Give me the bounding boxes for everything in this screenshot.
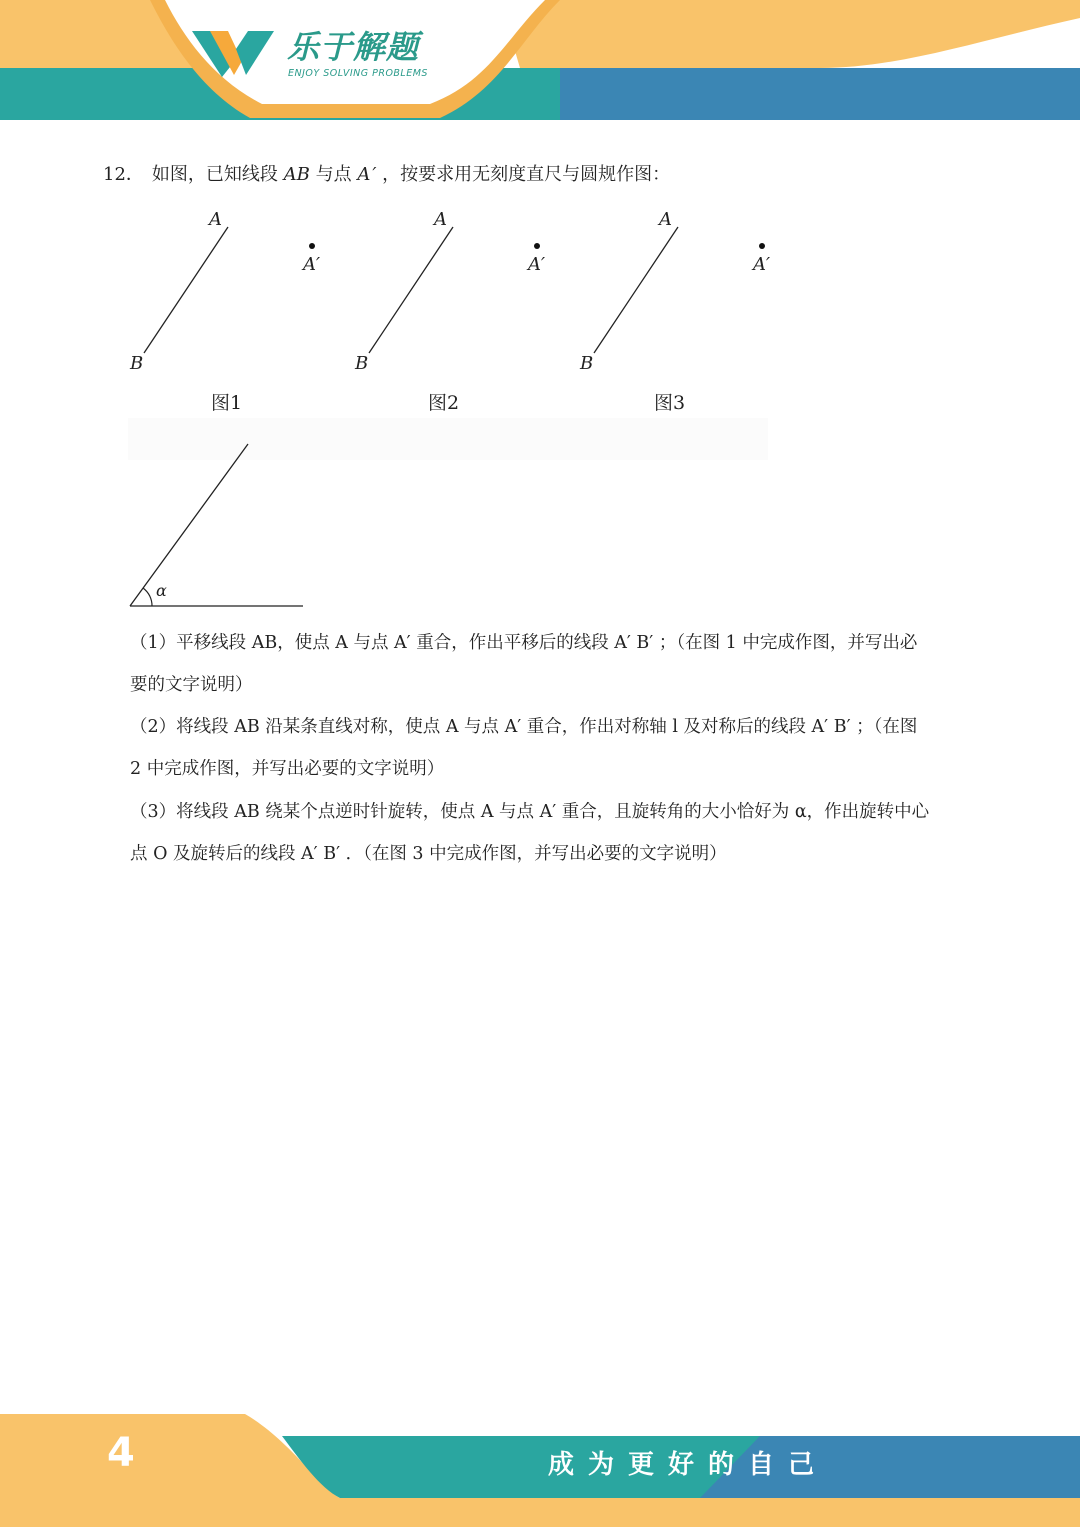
segment-ab-line — [144, 227, 228, 353]
footer-slogan: 成为更好的自己 — [548, 1450, 829, 1480]
brand-tagline: ENJOY SOLVING PROBLEMS — [288, 68, 428, 79]
angle-arc — [143, 588, 152, 606]
label-b: B — [355, 353, 369, 374]
label-a-prime: A′ — [753, 254, 771, 275]
prime-mark: ′ — [372, 164, 377, 185]
label-a-prime: A′ — [528, 254, 546, 275]
intro-text-1: 如图，已知线段 — [151, 164, 278, 185]
part-2-line-1: （2）将线段 AB 沿某条直线对称，使点 A 与点 A′ 重合，作出对称轴 l 及对称后的线段 A′ B′ ；（在图 — [130, 717, 918, 737]
part-1-line-1: （1）平移线段 AB，使点 A 与点 A′ 重合，作出平移后的线段 A′ B′ ；（在图 1 中完成作图，并写出必 — [130, 633, 918, 653]
blank-band — [128, 418, 768, 460]
figure-2 — [354, 209, 545, 414]
page-footer — [0, 1410, 1080, 1527]
figure-3-label: 图3 — [654, 392, 686, 414]
label-b: B — [130, 353, 144, 374]
question-number: 12． — [103, 164, 144, 185]
label-a: A — [434, 209, 447, 230]
angle-figure — [130, 444, 303, 606]
figure-1 — [129, 209, 320, 414]
point-a: A — [357, 164, 371, 185]
label-b: B — [580, 353, 594, 374]
segment-ab-line — [369, 227, 453, 353]
intro-text-3: ，按要求用无刻度直尺与圆规作图： — [382, 164, 671, 185]
part-2-line-2: 2 中完成作图，并写出必要的文字说明） — [130, 759, 445, 779]
figure-1-label: 图1 — [211, 392, 243, 414]
point-a-prime-dot — [534, 243, 540, 249]
label-a: A — [209, 209, 222, 230]
angle-side-ray — [130, 444, 248, 606]
point-a-prime-dot — [759, 243, 765, 249]
intro-text-2: 与点 — [315, 164, 352, 185]
figures — [0, 0, 1080, 620]
brand-name: 乐于解题 — [287, 28, 420, 66]
figure-3 — [579, 209, 770, 414]
page-number: 4 — [107, 1430, 135, 1476]
part-1-line-2: 要的文字说明） — [130, 675, 253, 695]
segment-ab: AB — [283, 164, 310, 185]
angle-label: α — [156, 581, 167, 600]
label-a: A — [659, 209, 672, 230]
part-3-line-2: 点 O 及旋转后的线段 A′ B′ ．（在图 3 中完成作图，并写出必要的文字说明） — [130, 844, 727, 864]
footer-banner — [0, 1410, 1080, 1527]
part-3-line-1: （3）将线段 AB 绕某个点逆时针旋转，使点 A 与点 A′ 重合，且旋转角的大小恰好为 α，作出旋转中心 — [130, 802, 930, 822]
segment-ab-line — [594, 227, 678, 353]
point-a-prime-dot — [309, 243, 315, 249]
label-a-prime: A′ — [303, 254, 321, 275]
figure-2-label: 图2 — [428, 392, 460, 414]
